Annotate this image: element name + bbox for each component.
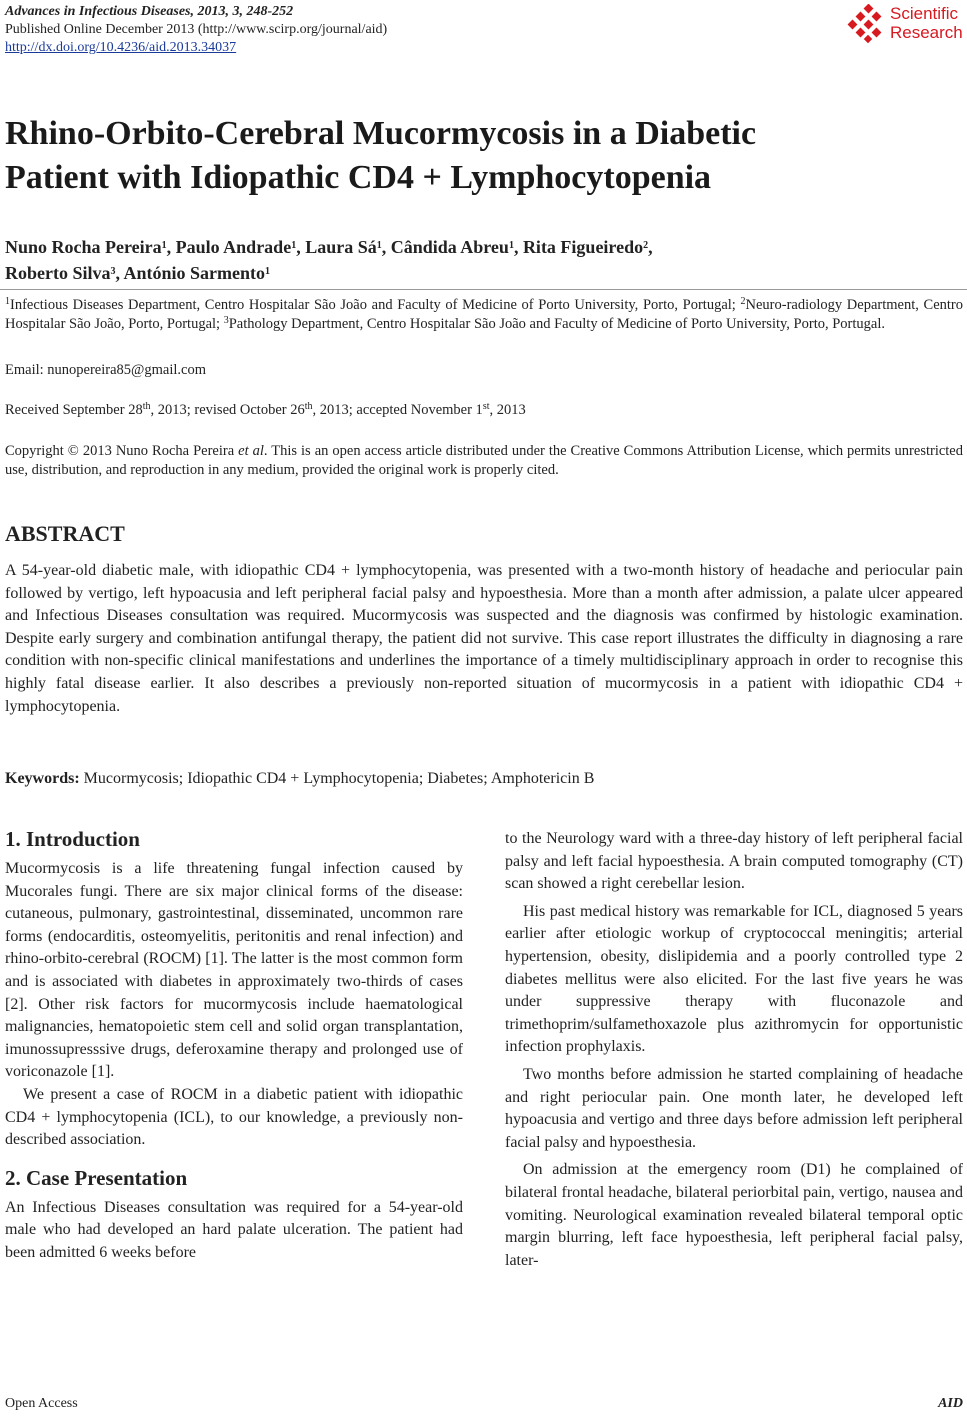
author-affiliation-mark: 2 <box>643 240 649 251</box>
author-separator: , <box>296 237 306 257</box>
ordinal-suffix: th <box>304 401 313 412</box>
received-dates <box>5 401 963 420</box>
section-heading-case-presentation: 2. Case Presentation <box>5 1165 188 1190</box>
logo-text-line1: Scientific <box>890 4 959 23</box>
footer-journal-abbrev: AID <box>938 1396 963 1411</box>
author-separator: , <box>648 237 653 257</box>
author-name: Cândida Abreu <box>390 237 509 257</box>
author-list <box>5 234 960 286</box>
author-affiliation-mark: 1 <box>376 240 382 251</box>
title-line-2: Patient with Idiopathic CD4 + Lymphocytopenia <box>5 159 712 196</box>
paragraph: to the Neurology ward with a three-day history of left peripheral facial palsy and left facial hypoesthesia. A brain computed tomography (CT) scan showed a right cerebellar lesion. <box>505 830 963 893</box>
ordinal-suffix: st <box>482 401 490 412</box>
paragraph: On admission at the emergency room (D1) he complained of bilateral frontal headache, bilateral periorbital pain, vertigo, nausea and vomiting. Neurological examination revealed bilateral temporal optic margin blurring, left face hypoesthesia, left peripheral facial palsy, later- <box>505 1161 963 1269</box>
divider <box>0 289 967 290</box>
author-name: António Sarmento <box>123 263 266 283</box>
author-affiliation-mark: 1 <box>508 240 514 251</box>
copyright-text: Copyright © 2013 Nuno Rocha Pereira <box>5 443 239 459</box>
publisher-logo <box>847 4 965 44</box>
doi-link[interactable]: http://dx.doi.org/10.4236/aid.2013.34037 <box>5 40 237 55</box>
copyright-license: . This is an open access article distributed under the Creative Commons Attribution License, which permits unrestricted use, distribution, and reproduction in any medium, provided the original work is properly cited. <box>5 443 963 478</box>
copyright-etal: et al <box>238 443 264 459</box>
author-name: Roberto Silva <box>5 263 111 283</box>
author-affiliation-mark: 1 <box>265 266 271 277</box>
accepted-text: , 2013; accepted November 1 <box>312 402 483 418</box>
ordinal-suffix: th <box>142 401 151 412</box>
paragraph: An Infectious Diseases consultation was required for a 54-year-old male who had developed an hard palate ulceration. The patient had been admitted 6 weeks before <box>5 1198 463 1261</box>
author-separator: , <box>381 237 391 257</box>
author-name: Laura Sá <box>305 237 377 257</box>
author-separator: , <box>166 237 176 257</box>
paragraph: His past medical history was remarkable for ICL, diagnosed 5 years earlier after etiologic workup of cryptococcal meningitis; arterial hypertension, obesity, dislipidemia and a poorly controlled type 2 diabetes mellitus were also elicited. For the last five years he was under suppressive therapy with fluconazole and trimethoprim/sulfamethoxazole plus azithromycin for opportunistic infection prophylaxis. <box>505 902 963 1056</box>
paragraph: We present a case of ROCM in a diabetic patient with idiopathic CD4 + lymphocytopenia (ICL), to our knowledge, a previously non-described association. <box>5 1085 463 1149</box>
journal-header <box>5 3 387 57</box>
author-name: Rita Figueiredo <box>522 237 644 257</box>
keywords <box>5 768 963 790</box>
abstract-text: A 54-year-old diabetic male, with idiopathic CD4 + lymphocytopenia, was presented with a two-month history of headache and periocular pain followed by vertigo, left hypoacusia and left peripheral facial palsy and hypoesthesia. More than a month after admission, a palate ulcer appeared and Infectious Diseases consultation was required. Mucormycosis was suspected and the diagnosis was confirmed by histologic examination. Despite early surgery and combination antifungal therapy, the patient did not survive. This case report illustrates the difficulty in diagnosing a rare condition with non-specific clinical manifestations and underlines the importance of a timely multidisciplinary approach in order to recognise this highly fatal disease earlier. It also describes a previously non-reported situation of mucormycosis in a patient with idiopathic CD4 + lymphocytopenia. <box>5 562 963 715</box>
right-column <box>505 828 963 1272</box>
journal-citation-line <box>5 3 387 21</box>
keywords-label: Keywords: <box>5 770 80 787</box>
author-separator: , <box>115 263 124 283</box>
affiliations <box>5 296 963 334</box>
article-title <box>5 112 955 200</box>
author-affiliation-mark: 3 <box>110 266 116 277</box>
keywords-list: Mucormycosis; Idiopathic CD4 + Lymphocytopenia; Diabetes; Amphotericin B <box>79 770 595 787</box>
revised-text: , 2013; revised October 26 <box>150 402 305 418</box>
affiliation-mark: 3 <box>223 315 229 326</box>
paragraph: Two months before admission he started complaining of headache and right periocular pain. One month later, he developed left hypoacusia and vertigo and three days before admission left peripheral facial palsy and hypoesthesia. <box>505 1065 963 1151</box>
journal-name: Advances in Infectious Diseases <box>5 4 191 19</box>
author-name: Paulo Andrade <box>175 237 292 257</box>
affiliation-1: Infectious Diseases Department, Centro Hospitalar São João and Faculty of Medicine of Porto University, Porto, Portugal; <box>10 297 741 313</box>
section-heading-introduction: 1. Introduction <box>5 827 140 851</box>
logo-text <box>890 4 963 42</box>
received-text: Received September 28 <box>5 402 143 418</box>
affiliation-3: Pathology Department, Centro Hospitalar São João and Faculty of Medicine of Porto University, Porto, Portugal. <box>228 316 885 332</box>
title-line-1: Rhino-Orbito-Cerebral Mucormycosis in a Diabetic <box>5 115 757 152</box>
left-column <box>5 825 463 1265</box>
author-separator: , <box>513 237 523 257</box>
copyright-notice <box>5 442 963 480</box>
author-affiliation-mark: 1 <box>161 240 167 251</box>
published-online: Published Online December 2013 (http://www.scirp.org/journal/aid) <box>5 22 388 37</box>
author-affiliation-mark: 1 <box>291 240 297 251</box>
affiliation-mark: 1 <box>5 296 10 307</box>
affiliation-2: Neuro-radiology Department, Centro Hospitalar São João, Porto, Portugal; <box>5 297 963 332</box>
accepted-year: , 2013 <box>489 402 526 418</box>
footer-open-access: Open Access <box>5 1396 78 1411</box>
author-name: Nuno Rocha Pereira <box>5 237 162 257</box>
affiliation-mark: 2 <box>740 296 746 307</box>
logo-text-line2: Research <box>890 23 963 42</box>
logo-mark-icon <box>847 4 889 44</box>
corresponding-email[interactable]: Email: nunopereira85@gmail.com <box>5 362 206 378</box>
abstract-heading: ABSTRACT <box>5 521 125 546</box>
paragraph: Mucormycosis is a life threatening fungal infection caused by Mucorales fungi. There are six major clinical forms of the disease: cutaneous, pulmonary, gastrointestinal, disseminated, uncommon rare forms (endocarditis, osteomyelitis, peritonitis and renal infection) and rhino-orbito-cerebral (ROCM) [1]. The latter is the most common form and is associated with diabetes in approximately two-thirds of cases [2]. Other risk factors for mucormycosis include haematological malignancies, hematopoietic stem cell and solid organ transplantation, imunossupresssive drugs, deferoxamine therapy and prolonged use of voriconazole [1]. <box>5 860 463 1081</box>
journal-volume-pages: , 2013, 3, 248-252 <box>190 4 294 19</box>
